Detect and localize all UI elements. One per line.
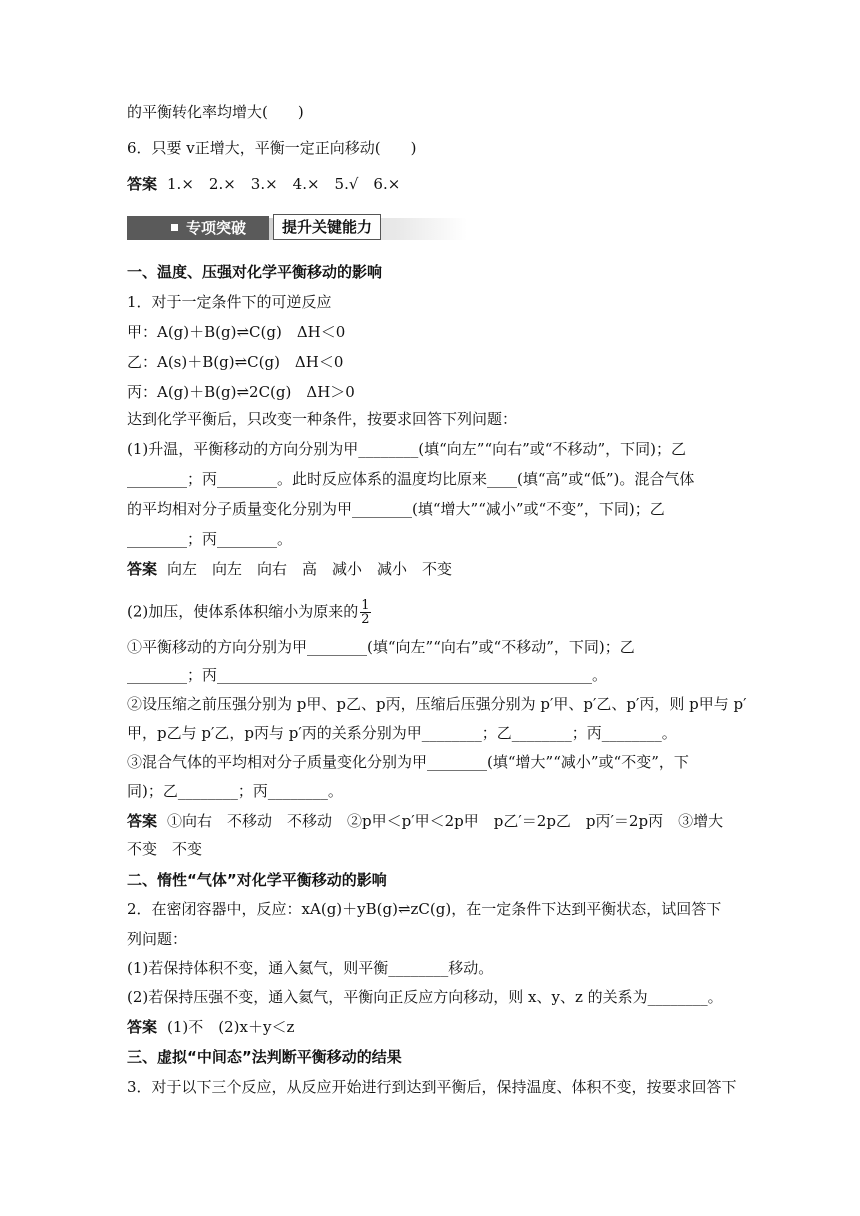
section-heading: 二、惰性“气体”对化学平衡移动的影响 xyxy=(127,871,387,889)
text-line: ③混合气体的平均相对分子质量变化分别为甲________(填“增大”“减小”或“不变”，下 xyxy=(127,753,689,771)
banner-right-box: 提升关键能力 xyxy=(273,214,381,240)
square-icon xyxy=(171,224,178,231)
text-line: 达到化学平衡后，只改变一种条件，按要求回答下列问题： xyxy=(127,410,518,428)
text-line: 不变 不变 xyxy=(127,840,203,858)
text-line: ________；丙________。此时反应体系的温度均比原来____(填“高”或“低”)。混合气体 xyxy=(127,470,695,488)
text-line: (1)升温，平衡移动的方向分别为甲________(填“向左”“向右”或“不移动”，下同)；乙 xyxy=(127,440,686,458)
question-text: 2．在密闭容器中，反应：xA(g)＋yB(g)⇌zC(g)，在一定条件下达到平衡状态，试回答下 xyxy=(127,900,722,918)
text-line: ________；丙__________________________________________________。 xyxy=(127,666,608,684)
banner-left-box xyxy=(127,216,269,240)
text-line: ________；丙________。 xyxy=(127,530,293,548)
text-span: (2)加压，使体系体积缩小为原来的 xyxy=(127,602,359,621)
question-text: 3．对于以下三个反应，从反应开始进行到达到平衡后，保持温度、体积不变，按要求回答下 xyxy=(127,1078,737,1096)
text-line xyxy=(127,599,740,626)
question-text: 1．对于一定条件下的可逆反应 xyxy=(127,293,332,311)
text-line: (1)若保持体积不变，通入氦气，则平衡________移动。 xyxy=(127,959,494,977)
answer-text: 向左 向左 向右 高 减小 减小 不变 xyxy=(167,560,453,578)
reaction-line: 乙：A(s)＋B(g)⇌C(g) ΔH＜0 xyxy=(127,353,344,371)
answer-text: 1.× 2.× 3.× 4.× 5.√ 6.× xyxy=(167,175,401,193)
text-line: 同)；乙________；丙________。 xyxy=(127,782,343,800)
text-line: 的平衡转化率均增大( ) xyxy=(127,103,304,121)
text-line: (2)若保持压强不变，通入氦气，平衡向正反应方向移动，则 x、y、z 的关系为________。 xyxy=(127,988,723,1006)
section-banner xyxy=(127,214,467,242)
reaction-line: 甲：A(g)＋B(g)⇌C(g) ΔH＜0 xyxy=(127,323,346,341)
answer-line xyxy=(127,811,740,831)
fraction-numerator: 1 xyxy=(361,598,370,613)
reaction-line: 丙：A(g)＋B(g)⇌2C(g) ΔH＞0 xyxy=(127,383,355,401)
answer-line xyxy=(127,1017,740,1037)
text-line: 6．只要 v正增大，平衡一定正向移动( ) xyxy=(127,139,417,157)
text-line: 的平均相对分子质量变化分别为甲________(填“增大”“减小”或“不变”，下同)；乙 xyxy=(127,500,665,518)
answer-line xyxy=(127,559,740,579)
answer-label: 答案 xyxy=(127,175,158,193)
fraction xyxy=(360,599,370,626)
text-line: ①平衡移动的方向分别为甲________(填“向左”“向右”或“不移动”，下同)；乙 xyxy=(127,638,635,656)
fraction-denominator: 2 xyxy=(361,612,370,627)
answer-line xyxy=(127,174,740,194)
text-line: 甲，p乙与 p′乙，p丙与 p′丙的关系分别为甲________；乙________；丙________。 xyxy=(127,724,677,742)
answer-label: 答案 xyxy=(127,560,158,578)
section-heading: 三、虚拟“中间态”法判断平衡移动的结果 xyxy=(127,1048,402,1066)
section-heading: 一、温度、压强对化学平衡移动的影响 xyxy=(127,263,383,281)
banner-left-text: 专项突破 xyxy=(186,219,247,237)
answer-text: (1)不 (2)x＋y＜z xyxy=(167,1018,295,1036)
text-line: 列问题： xyxy=(127,930,188,948)
answer-label: 答案 xyxy=(127,1018,158,1036)
answer-label: 答案 xyxy=(127,812,158,830)
answer-text: ①向右 不移动 不移动 ②p甲＜p′甲＜2p甲 p乙′＝2p乙 p丙′＝2p丙 ③增大 xyxy=(167,812,724,830)
text-line: ②设压缩之前压强分别为 p甲、p乙、p丙，压缩后压强分别为 p′甲、p′乙、p′丙，则 p甲与 p′ xyxy=(127,695,747,713)
